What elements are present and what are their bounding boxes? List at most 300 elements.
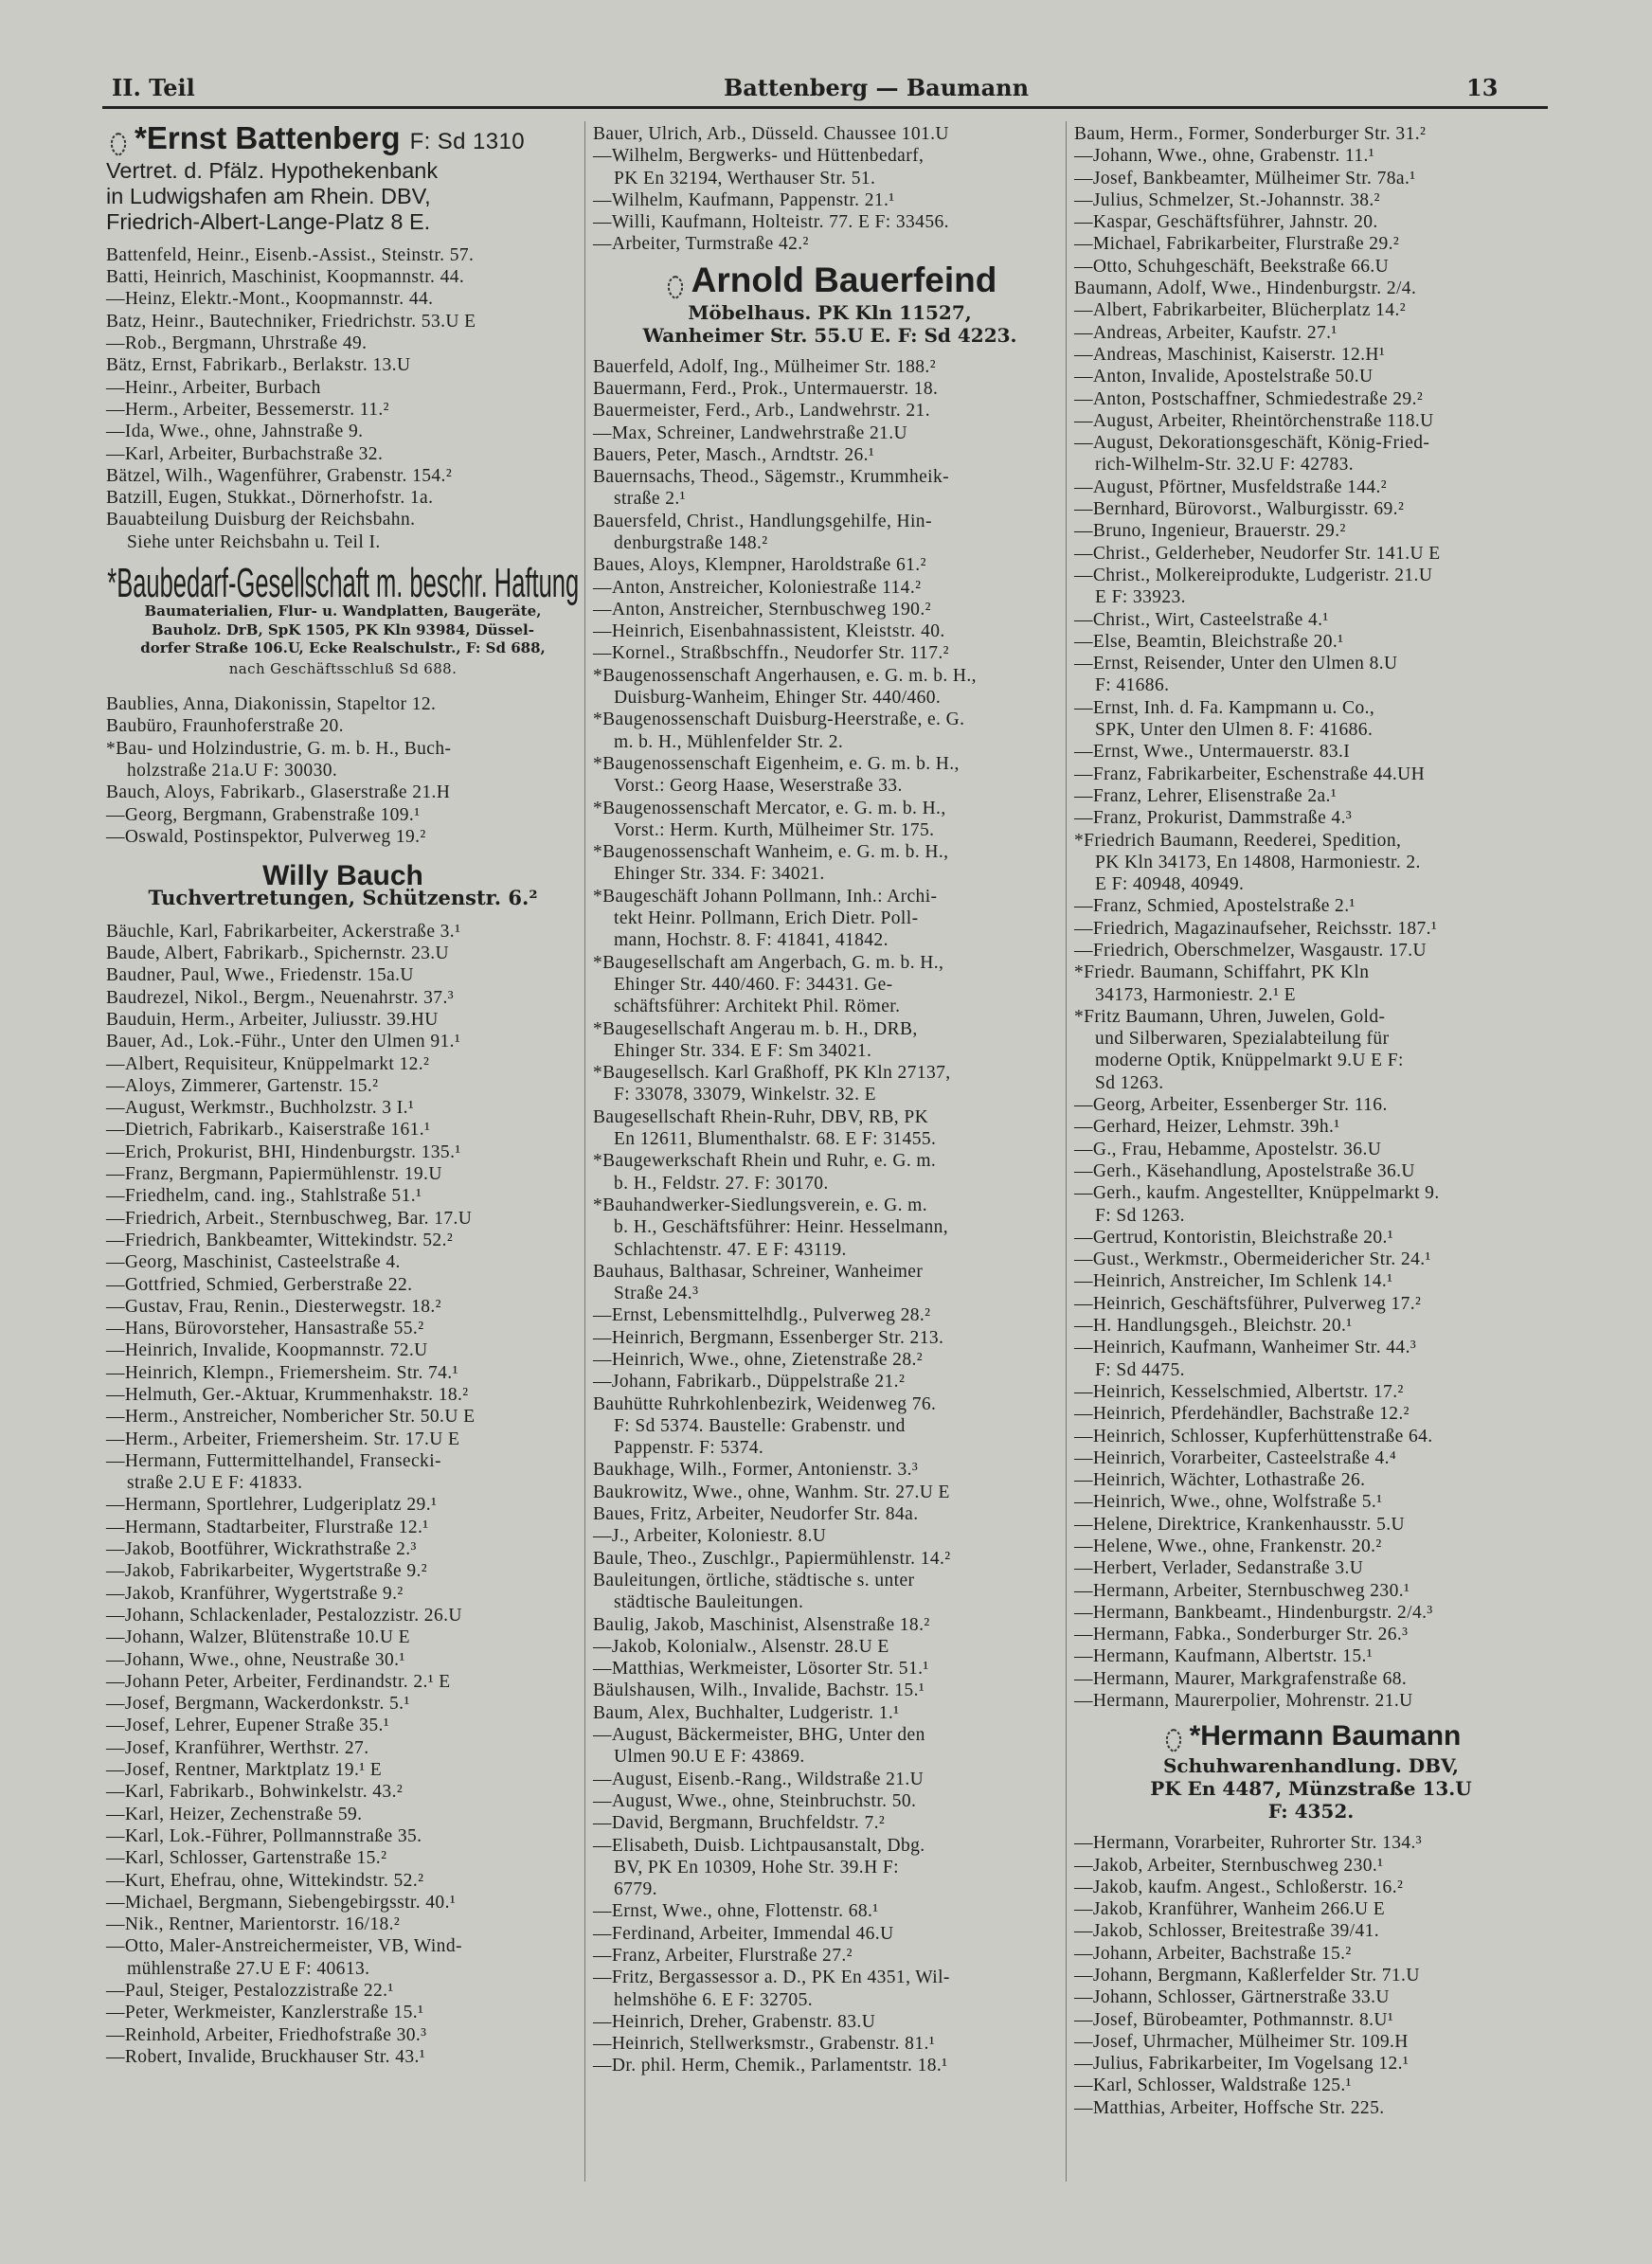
entry-line: —Julius, Fabrikarbeiter, Im Vogelsang 12.¹ — [1074, 2054, 1410, 2075]
entry-line: —Johann, Wwe., ohne, Neustraße 30.¹ — [106, 1649, 405, 1670]
entry-line: Bauhaus, Balthasar, Schreiner, Wanheimer — [593, 1261, 924, 1282]
ad-line: Baumaterialien, Flur- u. Wandplatten, Baugeräte, — [144, 602, 542, 620]
directory-entry — [593, 886, 1067, 952]
directory-entry — [106, 2046, 580, 2068]
entry-line: —Else, Beamtin, Bleichstraße 20.¹ — [1074, 631, 1344, 652]
directory-entry — [106, 354, 580, 376]
directory-entry — [593, 798, 1067, 842]
entry-continuation-line: En 12611, Blumenthalstr. 68. E F: 31455. — [614, 1129, 937, 1150]
entry-line: —Peter, Werkmeister, Kanzlerstraße 15.¹ — [106, 2003, 424, 2023]
entry-line: —Heinrich, Wwe., ohne, Zietenstraße 28.² — [593, 1349, 924, 1370]
directory-entry — [593, 620, 1067, 642]
directory-entry — [593, 1724, 1067, 1769]
directory-entry — [1074, 1315, 1548, 1337]
entry-line: —August, Dekorationsgeschäft, König-Fried- — [1074, 433, 1430, 454]
entry-line: —Heinrich, Schlosser, Kupferhüttenstraße 64. — [1074, 1426, 1433, 1446]
entry-line: —Oswald, Postinspektor, Pulverweg 19.² — [106, 826, 426, 847]
entry-line: —Helene, Direktrice, Krankenhausstr. 5.U — [1074, 1514, 1406, 1535]
entry-line: —Heinrich, Eisenbahnassistent, Kleiststr. 40. — [593, 621, 945, 642]
entry-line: —Hermann, Fabka., Sonderburger Str. 26.³ — [1074, 1625, 1409, 1645]
directory-entries — [106, 921, 580, 2068]
directory-entry — [593, 1393, 1067, 1460]
entry-line: —Gerh., kaufm. Angestellter, Knüppelmarkt 9. — [1074, 1183, 1440, 1204]
directory-entry — [1074, 432, 1548, 476]
directory-entry — [106, 1075, 580, 1097]
entry-continuation-line: PK En 32194, Werthauser Str. 51. — [614, 168, 876, 189]
entry-line: —Friedrich, Bankbeamter, Wittekindstr. 52.² — [106, 1230, 454, 1250]
directory-entry — [1074, 278, 1548, 299]
entry-continuation-line: m. b. H., Mühlenfelder Str. 2. — [614, 731, 844, 752]
entry-line: Bäuchle, Karl, Fabrikarbeiter, Ackerstraße 3.¹ — [106, 921, 461, 942]
entry-line: —Ida, Wwe., ohne, Jahnstraße 9. — [106, 422, 364, 442]
directory-entry — [1074, 653, 1548, 697]
column-left — [106, 120, 580, 2068]
directory-entry — [106, 1185, 580, 1207]
directory-entry — [106, 421, 580, 442]
directory-entry — [593, 1900, 1067, 1922]
entry-line: —Ernst, Wwe., ohne, Flottenstr. 68.¹ — [593, 1901, 879, 1922]
entry-continuation-line: denburgstraße 148.² — [614, 533, 768, 553]
directory-entry — [1074, 1139, 1548, 1160]
directory-entry — [593, 233, 1067, 255]
directory-entry — [1074, 764, 1548, 785]
entry-line: —Erich, Prokurist, BHI, Hindenburgstr. 135.¹ — [106, 1141, 461, 1162]
entry-line: —Hans, Bürovorsteher, Hansastraße 55.² — [106, 1319, 424, 1339]
directory-entry — [106, 1339, 580, 1361]
entry-continuation-line: mann, Hochstr. 8. F: 41841, 41842. — [614, 930, 889, 951]
directory-entry — [106, 715, 580, 737]
directory-entry — [106, 1626, 580, 1648]
entry-line: —August, Wwe., ohne, Steinbruchstr. 50. — [593, 1790, 917, 1811]
entry-line: Baumann, Adolf, Wwe., Hindenburgstr. 2/4. — [1074, 279, 1417, 299]
page-number: 13 — [1466, 74, 1499, 101]
entry-line: —Heinrich, Invalide, Koopmannstr. 72.U — [106, 1340, 428, 1361]
entry-line: —Jakob, Fabrikarbeiter, Wygertstraße 9.² — [106, 1561, 428, 1582]
directory-entry — [1074, 1624, 1548, 1645]
entry-line: —Heinrich, Vorarbeiter, Casteelstraße 4.⁴ — [1074, 1447, 1397, 1468]
entry-continuation-line: schäftsführer: Architekt Phil. Römer. — [614, 997, 901, 1017]
entry-line: —Heinrich, Klempn., Friemersheim. Str. 74.¹ — [106, 1362, 458, 1383]
entry-line: —Gottfried, Schmied, Gerberstraße 22. — [106, 1274, 413, 1295]
entry-line: —Karl, Fabrikarb., Bohwinkelstr. 43.² — [106, 1782, 404, 1803]
entry-continuation-line: tekt Heinr. Pollmann, Erich Dietr. Poll- — [614, 908, 919, 929]
entry-line: Baugesellschaft Rhein-Ruhr, DBV, RB, PK — [593, 1106, 929, 1127]
entry-line: —Gertrud, Kontoristin, Bleichstraße 20.¹ — [1074, 1227, 1394, 1248]
directory-entries — [593, 123, 1067, 256]
entry-line: —Josef, Rentner, Marktplatz 19.¹ E — [106, 1760, 383, 1781]
entry-line: —Friedhelm, cand. ing., Stahlstraße 51.¹ — [106, 1186, 422, 1207]
ad-line: Friedrich-Albert-Lange-Platz 8 E. — [106, 208, 431, 234]
entry-line: —Heinrich, Wwe., ohne, Wolfstraße 5.¹ — [1074, 1492, 1383, 1513]
entry-line: —Heinrich, Kesselschmied, Albertstr. 17.² — [1074, 1381, 1404, 1402]
entry-continuation-line: Straße 24.³ — [614, 1284, 699, 1304]
directory-entry — [1074, 1227, 1548, 1249]
directory-entries — [593, 356, 1067, 2077]
directory-entry — [593, 1195, 1067, 1261]
entry-line: —Karl, Schlosser, Waldstraße 125.¹ — [1074, 2075, 1352, 2096]
entry-line: —Michael, Bergmann, Siebengebirgsstr. 40.¹ — [106, 1892, 457, 1913]
directory-entry — [106, 693, 580, 715]
directory-entry — [1074, 2097, 1548, 2119]
entry-line: *Baugesellschaft am Angerbach, G. m. b. H., — [593, 952, 944, 973]
entry-line: —Rob., Bergmann, Uhrstraße 49. — [106, 333, 368, 354]
ad-footer: nach Geschäftsschluß Sd 688. — [228, 659, 458, 677]
entry-line: —Arbeiter, Turmstraße 42.² — [593, 234, 809, 255]
directory-entry — [1074, 1602, 1548, 1624]
entry-line: Baum, Herm., Former, Sonderburger Str. 31.² — [1074, 124, 1427, 144]
directory-entry — [593, 400, 1067, 422]
entry-line: —August, Bäckermeister, BHG, Unter den — [593, 1725, 925, 1746]
directory-entry — [106, 1715, 580, 1736]
entry-line: —August, Pförtner, Musfeldstraße 144.² — [1074, 476, 1388, 497]
directory-entry — [106, 1538, 580, 1560]
directory-entry — [106, 1847, 580, 1869]
entry-line: —Paul, Steiger, Pestalozzistraße 22.¹ — [106, 1981, 394, 2002]
directory-entry — [106, 1406, 580, 1428]
directory-entry — [1074, 1898, 1548, 1920]
entry-line: —Albert, Fabrikarbeiter, Blücherplatz 14.² — [1074, 300, 1407, 321]
directory-entry — [593, 577, 1067, 599]
entry-line: —Bernhard, Bürovorst., Walburgisstr. 69.² — [1074, 499, 1405, 520]
entry-line: —Ernst, Inh. d. Fa. Kampmann u. Co., — [1074, 697, 1375, 718]
entry-line: —Georg, Bergmann, Grabenstraße 109.¹ — [106, 804, 421, 825]
directory-entry — [593, 1636, 1067, 1658]
directory-entry — [106, 288, 580, 310]
directory-entry — [593, 1371, 1067, 1393]
wreath-icon — [1161, 1726, 1186, 1754]
entry-line: —August, Werkmstr., Buchholzstr. 3 I.¹ — [106, 1098, 415, 1119]
directory-entry — [106, 1781, 580, 1803]
entry-line: —Ferdinand, Arbeiter, Immendal 46.U — [593, 1923, 894, 1944]
entry-line: —Willi, Kaufmann, Holteistr. 77. E F: 33456. — [593, 212, 949, 233]
directory-entry — [593, 642, 1067, 664]
entry-line: —Herm., Arbeiter, Bessemerstr. 11.² — [106, 399, 389, 420]
entry-line: —Johann, Schlackenlader, Pestalozzistr. 26.U — [106, 1605, 462, 1626]
directory-entry — [1074, 631, 1548, 653]
directory-entry — [593, 1327, 1067, 1349]
ad-line: in Ludwigshafen am Rhein. DBV, — [106, 183, 431, 208]
entry-line: —Christ., Wirt, Casteelstraße 4.¹ — [1074, 609, 1329, 630]
directory-entries — [106, 693, 580, 848]
entry-continuation-line: F: Sd 4475. — [1095, 1359, 1185, 1380]
entry-line: Bauermeister, Ferd., Arb., Landwehrstr. 21. — [593, 401, 930, 422]
directory-entry — [1074, 299, 1548, 321]
entry-line: —Jakob, Bootführer, Wickrathstraße 2.³ — [106, 1539, 417, 1560]
entry-line: Baukrowitz, Wwe., ohne, Wanhm. Str. 27.U E — [593, 1482, 950, 1502]
running-head: Battenberg — Baumann — [723, 74, 1030, 101]
directory-entry — [1074, 785, 1548, 807]
entry-continuation-line: straße 2.U E F: 41833. — [127, 1473, 303, 1494]
entry-line: *Baugewerkschaft Rhein und Ruhr, e. G. m. — [593, 1151, 937, 1172]
entry-line: *Baugenossenschaft Duisburg-Heerstraße, e. G. — [593, 710, 965, 730]
directory-entry — [106, 1914, 580, 1935]
entry-line: —Johann, Schlosser, Gärtnerstraße 33.U — [1074, 1987, 1390, 2008]
directory-entry — [1074, 697, 1548, 742]
advertiser-name: *Baubedarf-Gesellschaft m. beschr. Haftung — [107, 560, 579, 606]
directory-entry — [106, 1009, 580, 1031]
entry-line: —Heinrich, Wächter, Lothastraße 26. — [1074, 1470, 1366, 1491]
directory-entry — [1074, 830, 1548, 896]
entry-line: Bäulshausen, Wilh., Invalide, Bachstr. 15.¹ — [593, 1680, 925, 1701]
entry-continuation-line: Siehe unter Reichsbahn u. Teil I. — [127, 531, 381, 552]
entry-line: Bauduin, Herm., Arbeiter, Juliusstr. 39.HU — [106, 1009, 439, 1030]
directory-entry — [106, 964, 580, 986]
entry-continuation-line: Pappenstr. F: 5374. — [614, 1438, 764, 1459]
entry-line: —Christ., Molkereiprodukte, Ludgeristr. 21.U — [1074, 565, 1433, 585]
entry-line: —Karl, Schlosser, Gartenstraße 15.² — [106, 1848, 387, 1869]
entry-line: Bauersfeld, Christ., Handlungsgehilfe, Hin- — [593, 511, 932, 531]
entry-continuation-line: Vorst.: Georg Haase, Weserstraße 33. — [614, 776, 903, 797]
entry-line: —Wilhelm, Bergwerks- und Hüttenbedarf, — [593, 146, 925, 167]
directory-entry — [1074, 211, 1548, 233]
entry-line: —Albert, Requisiteur, Knüppelmarkt 12.² — [106, 1053, 430, 1074]
entry-line: Baukhage, Wilh., Former, Antonienstr. 3.³ — [593, 1460, 919, 1481]
directory-entry — [106, 987, 580, 1009]
entry-continuation-line: b. H., Feldstr. 27. F: 30170. — [614, 1173, 829, 1194]
directory-entry — [106, 1097, 580, 1119]
entry-line: Bauhütte Ruhrkohlenbezirk, Weidenweg 76. — [593, 1393, 937, 1414]
directory-entry — [106, 1428, 580, 1450]
entry-line: —Karl, Lok.-Führer, Pollmannstraße 35. — [106, 1825, 422, 1846]
entry-continuation-line: 34173, Harmoniestr. 2.¹ E — [1095, 984, 1296, 1005]
directory-entry — [1074, 741, 1548, 763]
entry-line: —Matthias, Werkmeister, Lösorter Str. 51.¹ — [593, 1659, 929, 1680]
entry-line: —Christ., Gelderheber, Neudorfer Str. 141.U E — [1074, 543, 1441, 564]
directory-entry — [106, 1935, 580, 1980]
directory-entry — [1074, 1381, 1548, 1403]
entry-line: —Johann, Fabrikarb., Düppelstraße 21.² — [593, 1372, 906, 1393]
entry-line: Bauch, Aloys, Fabrikarb., Glaserstraße 21.H — [106, 782, 451, 803]
entry-continuation-line: Vorst.: Herm. Kurth, Mülheimer Str. 175. — [614, 819, 935, 840]
entry-continuation-line: F: Sd 1263. — [1095, 1205, 1185, 1226]
directory-entry — [106, 1230, 580, 1251]
entry-line: Batzill, Eugen, Stukkat., Dörnerhofstr. 1a. — [106, 488, 434, 509]
entry-line: —Kurt, Ehefrau, ohne, Wittekindstr. 52.² — [106, 1870, 424, 1891]
entry-line: Baudner, Paul, Wwe., Friedenstr. 15a.U — [106, 965, 414, 986]
advertiser-name: Arnold Bauerfeind — [691, 260, 997, 299]
entry-line: —H. Handlungsgeh., Bleichstr. 20.¹ — [1074, 1316, 1353, 1337]
directory-entry — [106, 1671, 580, 1693]
entry-line: *Baugenossenschaft Mercator, e. G. m. b. H., — [593, 798, 946, 818]
entry-line: —Andreas, Arbeiter, Kaufstr. 27.¹ — [1074, 322, 1338, 343]
ad-line: F: 4352. — [1267, 1800, 1355, 1824]
entry-line: —Ernst, Lebensmittelhdlg., Pulverweg 28.² — [593, 1305, 931, 1326]
entry-line: —Franz, Arbeiter, Flurstraße 27.² — [593, 1946, 853, 1966]
directory-entry — [1074, 1920, 1548, 1942]
directory-entry — [593, 599, 1067, 620]
entry-line: —August, Eisenb.-Rang., Wildstraße 21.U — [593, 1769, 925, 1789]
entry-line: Bauleitungen, örtliche, städtische s. unter — [593, 1570, 915, 1590]
entry-line: —G., Frau, Hebamme, Apostelstr. 36.U — [1074, 1139, 1382, 1159]
entry-line: —Heinrich, Geschäftsführer, Pulverweg 17.² — [1074, 1293, 1422, 1314]
directory-entry — [106, 1296, 580, 1318]
directory-entry — [1074, 1668, 1548, 1690]
directory-entry — [593, 422, 1067, 444]
directory-entries — [106, 244, 580, 553]
advertisement-ernst-battenberg — [106, 120, 580, 235]
entry-line: —Elisabeth, Duisb. Lichtpausanstalt, Dbg. — [593, 1835, 925, 1856]
entry-line: *Baugenossenschaft Angerhausen, e. G. m. b. H., — [593, 665, 977, 686]
directory-entry — [106, 1825, 580, 1847]
directory-entry — [106, 1251, 580, 1273]
directory-entry — [1074, 388, 1548, 410]
advertiser-name: *Ernst Battenberg — [135, 120, 401, 155]
directory-entry — [106, 1737, 580, 1759]
entry-line: Bauerfeld, Adolf, Ing., Mülheimer Str. 188.² — [593, 356, 936, 377]
directory-entries — [1074, 1832, 1548, 2119]
entry-line: —Fritz, Bergassessor a. D., PK En 4351, Wil- — [593, 1968, 950, 1988]
entry-line: —Jakob, Kranführer, Wygertstraße 9.² — [106, 1583, 404, 1604]
entry-line: —Friedrich, Oberschmelzer, Wasgaustr. 17.U — [1074, 940, 1428, 961]
entry-line: —Heinrich, Stellwerksmstr., Grabenstr. 81.¹ — [593, 2034, 935, 2055]
advertiser-phone: F: Sd 1310 — [409, 129, 525, 154]
entry-continuation-line: E F: 33923. — [1095, 587, 1186, 608]
directory-entry — [106, 1274, 580, 1296]
entry-line: —Julius, Schmelzer, St.-Johannstr. 38.² — [1074, 189, 1380, 210]
entry-line: Bauermann, Ferd., Prok., Untermauerstr. 18. — [593, 378, 939, 399]
directory-entry — [106, 943, 580, 964]
entry-line: —Jakob, Arbeiter, Sternbuschweg 230.¹ — [1074, 1855, 1384, 1876]
directory-entry — [106, 2024, 580, 2046]
directory-entry — [106, 1870, 580, 1892]
directory-entry — [106, 2002, 580, 2023]
directory-entry — [593, 1525, 1067, 1547]
entry-line: —Dietrich, Fabrikarb., Kaiserstraße 161.¹ — [106, 1120, 431, 1141]
directory-entry — [593, 1018, 1067, 1063]
entry-line: —Georg, Arbeiter, Essenberger Str. 116. — [1074, 1095, 1388, 1116]
entry-line: —Dr. phil. Herm, Chemik., Parlamentstr. 18.¹ — [593, 2056, 948, 2076]
directory-entry — [593, 511, 1067, 555]
entry-line: —Robert, Invalide, Bruckhauser Str. 43.¹ — [106, 2046, 426, 2067]
entry-line: —Hermann, Kaufmann, Albertstr. 15.¹ — [1074, 1646, 1373, 1667]
entry-continuation-line: 6779. — [614, 1879, 657, 1900]
entry-line: Bauer, Ulrich, Arb., Düsseld. Chaussee 101.U — [593, 124, 949, 144]
directory-entry — [593, 444, 1067, 466]
entry-line: —Gerh., Käsehandlung, Apostelstraße 36.U — [1074, 1160, 1415, 1181]
entry-line: —Kaspar, Geschäftsführer, Jahnstr. 20. — [1074, 212, 1378, 233]
directory-entry — [593, 1570, 1067, 1614]
advertiser-name: *Hermann Baumann — [1189, 1720, 1462, 1752]
entry-line: —Karl, Heizer, Zechenstraße 59. — [106, 1804, 363, 1824]
directory-entry — [1074, 1645, 1548, 1667]
entry-line: —David, Bergmann, Bruchfeldstr. 7.² — [593, 1813, 886, 1834]
advertisement-baubedarf — [106, 560, 580, 680]
directory-entry — [1074, 476, 1548, 498]
directory-entry — [1074, 1182, 1548, 1227]
entry-line: —Franz, Bergmann, Papiermühlenstr. 19.U — [106, 1164, 442, 1185]
directory-entry — [593, 1923, 1067, 1945]
entry-continuation-line: straße 2.¹ — [614, 489, 686, 510]
entry-line: Bauer, Ad., Lok.-Führ., Unter den Ulmen 91.¹ — [106, 1032, 461, 1052]
directory-entry — [1074, 1249, 1548, 1270]
directory-entry — [106, 782, 580, 803]
directory-entry — [593, 1680, 1067, 1701]
directory-entry — [1074, 322, 1548, 344]
entry-continuation-line: Duisburg-Wanheim, Ehinger Str. 440/460. — [614, 688, 942, 709]
entry-line: Bauernsachs, Theod., Sägemstr., Krummheik- — [593, 467, 950, 488]
directory-entry — [1074, 410, 1548, 432]
entry-line: —Franz, Fabrikarbeiter, Eschenstraße 44.UH — [1074, 764, 1426, 784]
entry-line: —Andreas, Maschinist, Kaiserstr. 12.H¹ — [1074, 344, 1386, 365]
directory-entry — [106, 1649, 580, 1671]
entry-line: —Hermann, Bankbeamt., Hindenburgstr. 2/4.³ — [1074, 1602, 1433, 1623]
ad-line: Bauholz. DrB, SpK 1505, PK Kln 93984, Düssel- — [152, 620, 534, 638]
ad-line: Vertret. d. Pfälz. Hypothekenbank — [106, 157, 439, 183]
entry-line: —Hermann, Futtermittelhandel, Fransecki- — [106, 1450, 441, 1471]
directory-entry — [106, 1693, 580, 1715]
entry-line: —Anton, Anstreicher, Koloniestraße 114.² — [593, 577, 922, 598]
directory-entry — [1074, 1160, 1548, 1182]
wreath-icon — [663, 273, 688, 301]
entry-line: —Johann, Arbeiter, Bachstraße 15.² — [1074, 1943, 1352, 1964]
directory-entry — [106, 1980, 580, 2002]
entry-line: *Bauhandwerker-Siedlungsverein, e. G. m. — [593, 1195, 927, 1215]
entry-line: *Baugesellschaft Angerau m. b. H., DRB, — [593, 1018, 918, 1039]
directory-entry — [1074, 807, 1548, 829]
entry-line: *Fritz Baumann, Uhren, Juwelen, Gold- — [1074, 1006, 1386, 1027]
directory-entry — [593, 145, 1067, 189]
entry-line: —Franz, Schmied, Apostelstraße 2.¹ — [1074, 896, 1356, 917]
directory-entry — [1074, 1293, 1548, 1315]
directory-entry — [593, 1503, 1067, 1525]
entry-line: —Aloys, Zimmerer, Gartenstr. 15.² — [106, 1075, 379, 1096]
directory-entry — [593, 1702, 1067, 1724]
entry-line: —Georg, Maschinist, Casteelstraße 4. — [106, 1252, 401, 1273]
directory-entry — [1074, 498, 1548, 520]
entry-line: Bätzel, Wilh., Wagenführer, Grabenstr. 154.² — [106, 465, 453, 486]
directory-entry — [106, 332, 580, 354]
directory-entry — [593, 1349, 1067, 1371]
directory-entry — [593, 841, 1067, 886]
directory-entry — [593, 356, 1067, 378]
ad-line: Möbelhaus. PK Kln 11527, — [688, 300, 972, 324]
entry-continuation-line: SPK, Unter den Ulmen 8. F: 41686. — [1095, 720, 1374, 741]
directory-entry — [106, 509, 580, 553]
entry-continuation-line: städtische Bauleitungen. — [614, 1592, 804, 1613]
entry-line: Bauers, Peter, Masch., Arndtstr. 26.¹ — [593, 444, 875, 465]
directory-entry — [106, 1517, 580, 1538]
directory-entry — [593, 1548, 1067, 1570]
entry-line: —Heinz, Elektr.-Mont., Koopmannstr. 44. — [106, 289, 434, 310]
directory-entry — [106, 487, 580, 509]
directory-entry — [593, 1769, 1067, 1790]
entry-line: Baudrezel, Nikol., Bergm., Neuenahrstr. 37.³ — [106, 987, 454, 1008]
entry-line: —Otto, Maler-Anstreichermeister, VB, Wind- — [106, 1936, 462, 1957]
ad-line: PK En 4487, Münzstraße 13.U — [1150, 1777, 1472, 1801]
directory-entry — [106, 1163, 580, 1185]
entry-line: —Heinr., Arbeiter, Burbach — [106, 377, 321, 398]
entry-continuation-line: Ehinger Str. 334. F: 34021. — [614, 864, 825, 885]
directory-entry — [593, 1945, 1067, 1967]
directory-entry — [106, 1583, 580, 1605]
directory-entry — [593, 1967, 1067, 2011]
entry-continuation-line: moderne Optik, Knüppelmarkt 9.U E F: — [1095, 1051, 1404, 1071]
entry-line: —Franz, Lehrer, Elisenstraße 2a.¹ — [1074, 785, 1338, 806]
entry-line: —Kornel., Straßbschffn., Neudorfer Str. 117.² — [593, 643, 949, 664]
entry-continuation-line: Ulmen 90.U E F: 43869. — [614, 1747, 805, 1768]
entry-line: —Friedrich, Magazinaufseher, Reichsstr. 187.¹ — [1074, 918, 1438, 939]
directory-entry — [1074, 1447, 1548, 1469]
entry-line: —Matthias, Arbeiter, Hoffsche Str. 225. — [1074, 2097, 1385, 2118]
directory-entry — [106, 826, 580, 848]
directory-entry — [1074, 2009, 1548, 2031]
directory-entry — [1074, 1514, 1548, 1536]
entry-line: —Josef, Lehrer, Eupener Straße 35.¹ — [106, 1716, 390, 1736]
entry-line: —Josef, Kranführer, Werthstr. 27. — [106, 1737, 369, 1758]
entry-line: *Baugenossenschaft Wanheim, e. G. m. b. H., — [593, 842, 949, 863]
directory-entry — [1074, 145, 1548, 167]
directory-entry — [593, 2033, 1067, 2055]
